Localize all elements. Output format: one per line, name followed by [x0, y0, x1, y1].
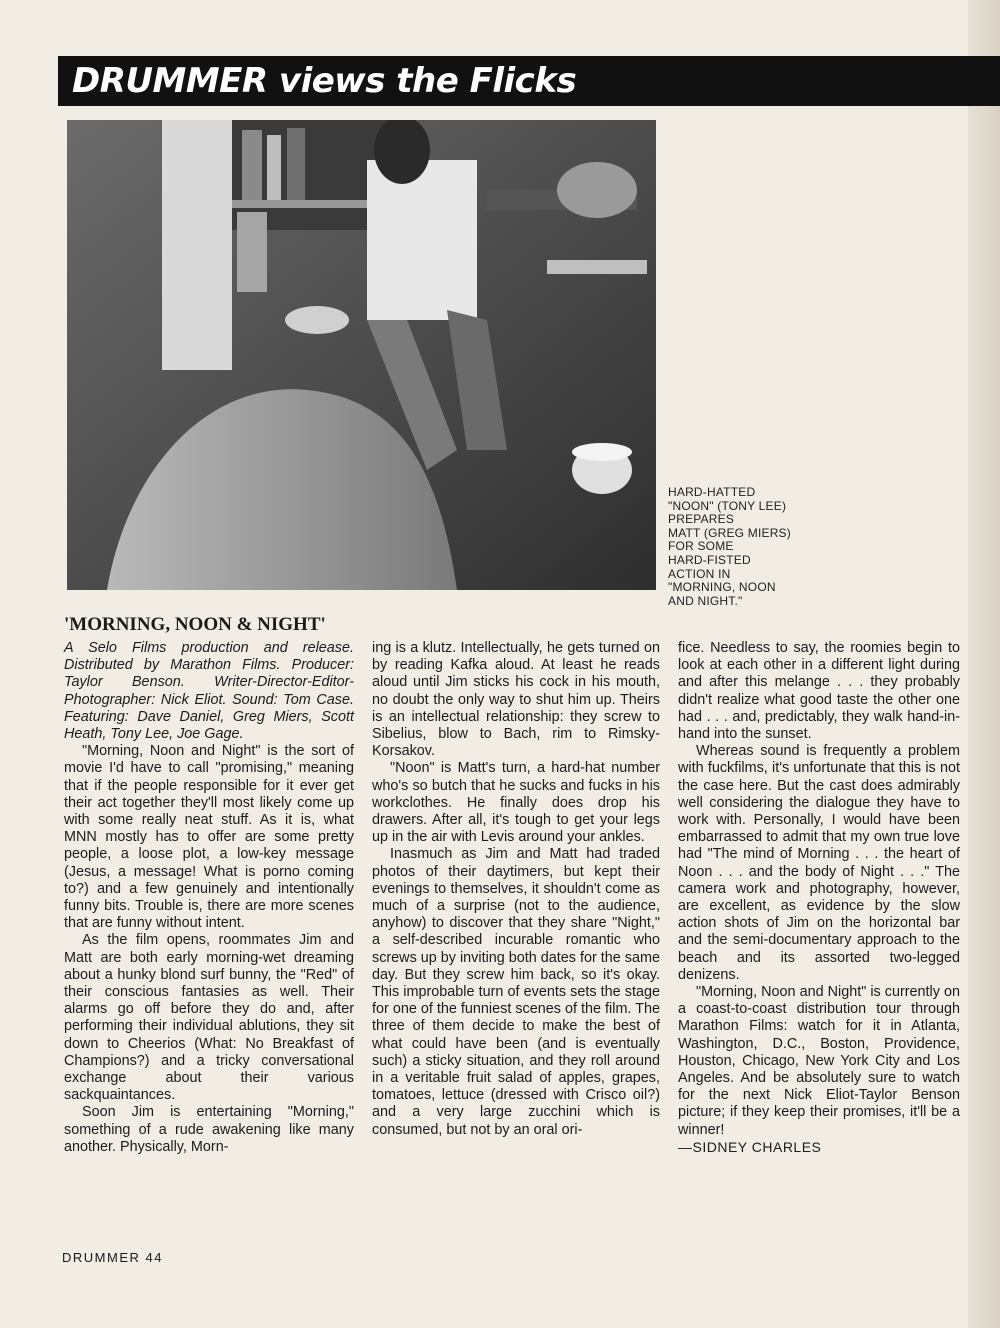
body-paragraph: As the film opens, roommates Jim and Matt are both early morning-wet dreaming about a hunky blond surf bunny, the "Red" of their conscious fantasies as well. Their alarms go off before they do and, after performing their individual ablutions, they sit down to Cheerios (What: No Breakfast of Champions?) and a tricky conversational exchange about their various sackquaintances.	[64, 932, 354, 1104]
body-paragraph: "Morning, Noon and Night" is currently on a coast-to-coast distribution tour through Marathon Films: watch for it in Atlanta, Washington, D.C., Boston, Providence, Houston, Chicago, New York City and Los Angeles. And be absolutely sure to watch for the next Nick Eliot-Taylor Benson picture; if they keep their promises, it'll be a winner!	[678, 984, 960, 1138]
caption-line: MATT (GREG MIERS)	[668, 525, 791, 540]
photo-caption	[668, 486, 818, 608]
caption-line: HARD-FISTED	[668, 552, 751, 567]
caption-line: "NOON" (TONY LEE)	[668, 498, 787, 513]
article-column-1	[64, 640, 354, 1156]
body-paragraph: Inasmuch as Jim and Matt had traded photos of their daytimers, but kept their evenings to themselves, it shouldn't come as much of a surprise (not to the audience, anyhow) to discover that they share "Night," a self-described incurable romantic who screws up by inviting both dates for the same day. But they screw him back, so it's okay. This improbable turn of events sets the stage for one of the funniest scenes of the film. The three of them decide to make the best of what could have been (and is eventually such) a sticky situation, and they roll around in a veritable fruit salad of apples, grapes, tomatoes, lettuce (dressed with Crisco oil?) and a very large zucchini which is consumed, but not by an oral ori-	[372, 846, 660, 1138]
caption-line: HARD-HATTED	[668, 485, 756, 499]
body-paragraph: "Morning, Noon and Night" is the sort of movie I'd have to call "promising," meaning that if the people responsible for it ever get their act together they'll most likely come up with some really neat stuff. As it is, what MNN mostly has to offer are some pretty people, a loose plot, a low-key message (Jesus, a message! What is porno coming to?) and a few genuinely and intentionally funny bits. Trouble is, there are more scenes that are funny without intent.	[64, 743, 354, 932]
article-title: 'MORNING, NOON & NIGHT'	[64, 614, 326, 635]
page-edge	[968, 0, 1000, 1328]
body-paragraph: Soon Jim is entertaining "Morning," something of a rude awakening like many another. Physically, Morn-	[64, 1104, 354, 1155]
author-byline: —SIDNEY CHARLES	[678, 1138, 822, 1155]
body-paragraph: ing is a klutz. Intellectually, he gets turned on by reading Kafka aloud. At least he reads aloud until Jim sticks his cock in his mouth, no doubt the only way to shut him up. Theirs is an intellectual relationship: they screw to Sibelius, blow to Bach, rim to Rimsky-Korsakov.	[372, 640, 660, 760]
body-paragraph: fice. Needless to say, the roomies begin to look at each other in a different light during and after this melange . . . they probably didn't realize what good taste the other one had . . . and, predictably, they walk hand-in-hand into the sunset.	[678, 640, 960, 743]
header-title: DRUMMER views the Flicks	[72, 61, 577, 101]
article-column-3	[678, 640, 960, 1156]
caption-line: AND NIGHT."	[668, 593, 743, 608]
caption-line: ACTION IN	[668, 566, 731, 581]
article-column-2	[372, 640, 660, 1139]
page-folio: DRUMMER 44	[62, 1250, 163, 1265]
caption-line: FOR SOME	[668, 539, 734, 554]
caption-line: "MORNING, NOON	[668, 580, 776, 595]
film-still-photo	[67, 120, 656, 590]
caption-line: PREPARES	[668, 512, 735, 527]
body-paragraph: Whereas sound is frequently a problem with fuckfilms, it's unfortunate that this is not the case here. But the cast does admirably well considering the dialogue they have to work with. Personally, I would have been embarrassed to admit that my own true love had "The mind of Morning . . . the heart of Noon . . . and the body of Night . . ." The camera work and photography, however, are excellent, as evidence by the slow action shots of Jim on the horizontal bar and the semi-documentary approach to the beach and its assorted two-legged denizens.	[678, 743, 960, 983]
body-paragraph: "Noon" is Matt's turn, a hard-hat number who's so butch that he sucks and fucks in his workclothes. He finally does drop his drawers. After all, it's tough to get your legs up in the air with Levis around your ankles.	[372, 760, 660, 846]
film-credits: A Selo Films production and release. Distributed by Marathon Films. Producer: Taylor Benson. Writer-Director-Editor-Photographer: Nick Eliot. Sound: Tom Case. Featuring: Dave Daniel, Greg Miers, Scott Heath, Tony Lee, Joe Gage.	[64, 640, 354, 743]
photo-illustration	[67, 120, 656, 590]
header-banner	[58, 56, 1000, 106]
